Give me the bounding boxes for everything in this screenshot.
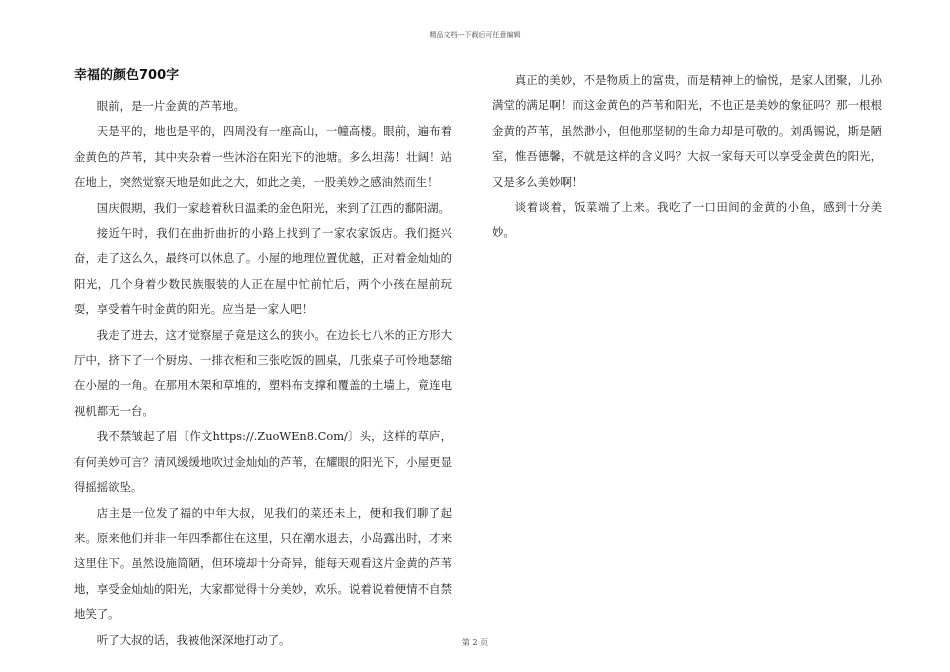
- page-header: 精品文档---下载后可任意编辑: [429, 31, 521, 39]
- paragraph: 店主是一位发了福的中年大叔，见我们的菜还未上，便和我们聊了起来。原来他们并非一年四季都住在这里，只在潮水退去，小岛露出时，才来这里住下。虽然设施简陋，但环境却十分奇异，能每天观看这片金黄的芦苇地，享受金灿灿的阳光，大家都觉得十分美妙，欢乐。说着说着便情不自禁地笑了。: [74, 505, 452, 622]
- right-column: [492, 68, 882, 246]
- paragraph: 听了大叔的话，我被他深深地打动了。: [96, 632, 291, 647]
- page-number: 第 2 页: [461, 638, 489, 647]
- paragraph: 我走了进去，这才觉察屋子竟是这么的狭小。在边长七八米的正方形大厅中，挤下了一个厨房、一排衣柜和三张吃饭的圆桌，几张桌子可怜地瑟缩在小屋的一角。在那用木架和草堆的，塑料布支撑和覆盖的土墙上，竟连电视机都无一台。: [74, 327, 452, 418]
- article-title: 幸福的颜色700字: [74, 68, 180, 83]
- paragraph: 真正的美妙，不是物质上的富贵，而是精神上的愉悦，是家人团聚，儿孙满堂的满足啊！而这金黄色的芦苇和阳光，不也正是美妙的象征吗？那一根根金黄的芦苇，虽然渺小，但他那坚韧的生命力却是可敬的。刘禹锡说，斯是陋室，惟吾德馨，不就是这样的含义吗？大叔一家每天可以享受金黄色的阳光，又是多么美妙啊！: [492, 73, 882, 189]
- paragraph: 天是平的，地也是平的，四周没有一座高山，一幢高楼。眼前，遍布着金黄色的芦苇，其中夹杂着一些沐浴在阳光下的池塘。多么坦荡！壮阔！站在地上，突然觉察天地是如此之大，如此之美，一股美妙之感油然而生！: [74, 124, 452, 190]
- paragraph: 眼前，是一片金黄的芦苇地。: [96, 99, 245, 113]
- paragraph: 国庆假期，我们一家趁着秋日温柔的金色阳光，来到了江西的鄱阳湖。: [96, 200, 450, 215]
- left-column: [74, 68, 452, 653]
- paragraph: 谈着谈着，饭菜端了上来。我吃了一口田间的金黄的小鱼，感到十分美妙。: [492, 200, 882, 240]
- paragraph: 我不禁皱起了眉〔作文https://.ZuoWEn8.Com/〕头，这样的草庐，有何美妙可言？清风缓缓地吹过金灿灿的芦苇，在耀眼的阳光下，小屋更显得摇摇欲坠。: [74, 429, 452, 495]
- paragraph: 接近午时，我们在曲折曲折的小路上找到了一家农家饭店。我们挺兴奋，走了这么久，最终可以休息了。小屋的地理位置优越，正对着金灿灿的阳光，几个身着少数民族服装的人正在屋中忙前忙后，两个小孩在屋前玩耍，享受着午时金黄的阳光。应当是一家人吧！: [74, 226, 452, 317]
